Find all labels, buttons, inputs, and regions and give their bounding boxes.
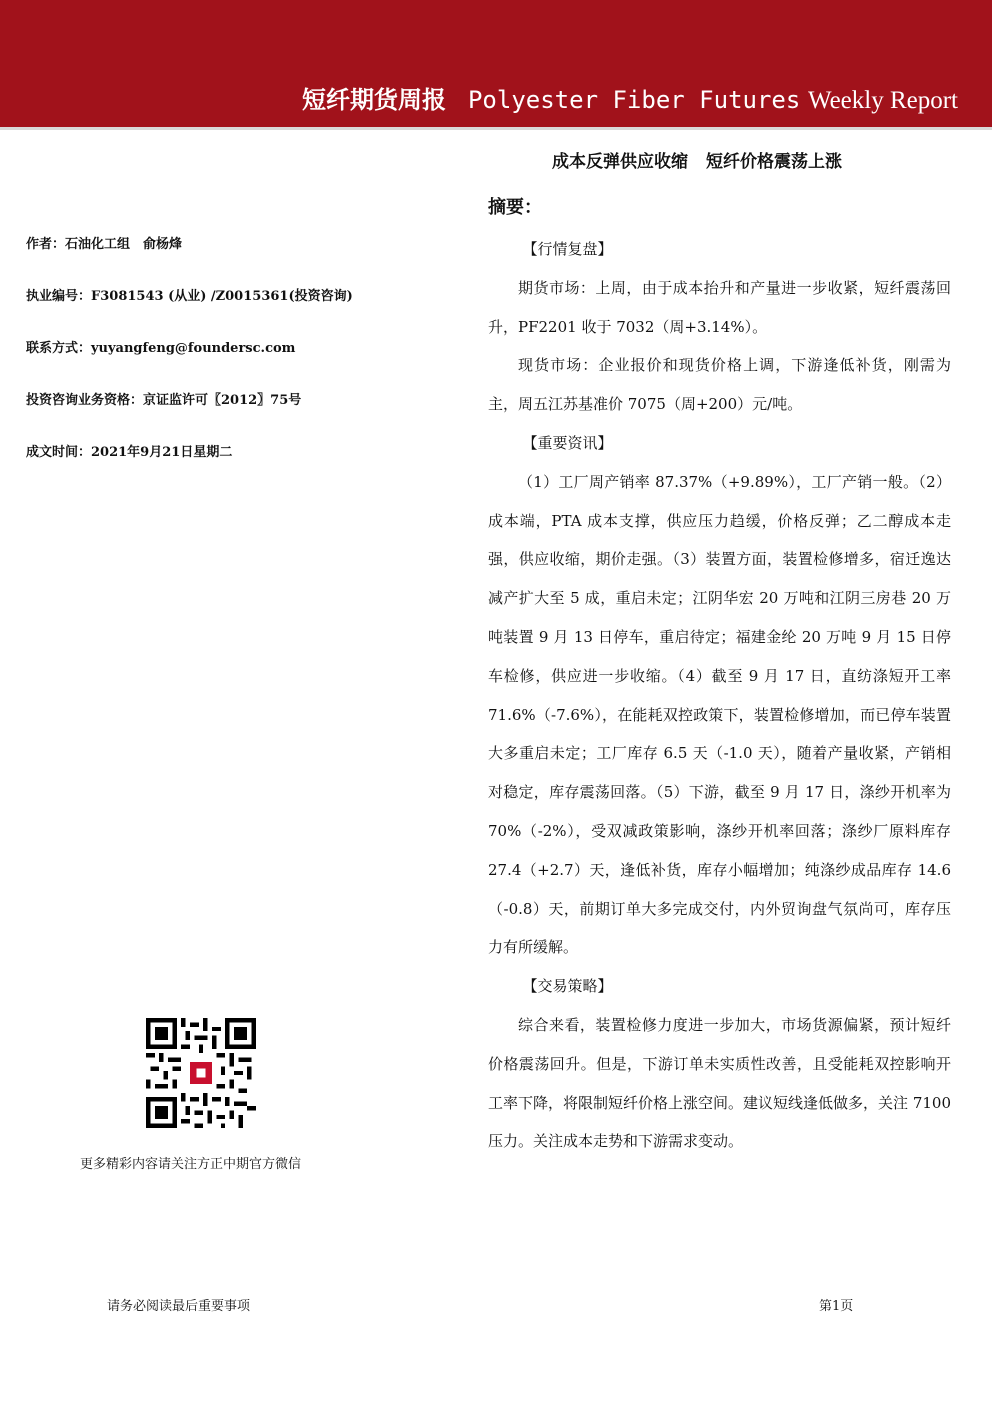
futures-market-paragraph: 期货市场：上周，由于成本抬升和产量进一步收紧，短纤震荡回升，PF2201 收于 7032（周+3.14%）。: [488, 278, 951, 336]
section-title-key-news: 【重要资讯】: [522, 433, 613, 452]
summary-body: [488, 230, 951, 1161]
headline-part2: 短纤价格震荡上涨: [706, 152, 842, 172]
author-line: 作者：石油化工组 俞杨烽: [26, 237, 183, 252]
qr-code-icon: [146, 1018, 256, 1128]
report-title-en: Polyester Fiber Futures: [467, 86, 801, 114]
section-title-strategy: 【交易策略】: [522, 977, 613, 996]
header-divider: [0, 127, 992, 130]
headline-part1: 成本反弹供应收缩: [552, 152, 688, 172]
date-line: 成文时间：2021年9月21日星期二: [26, 445, 233, 460]
page-number: 第1页: [819, 1299, 854, 1314]
strategy-paragraph: 综合来看，装置检修力度进一步加大，市场货源偏紧，预计短纤价格震荡回升。但是，下游订单未实质性改善，且受能耗双控影响开工率下降，将限制短纤价格上涨空间。建议短线逢低做多，关注 7100 压力。关注成本走势和下游需求变动。: [488, 1015, 951, 1151]
license-line: 执业编号：F3081543 (从业) /Z0015361(投资咨询): [26, 289, 353, 304]
section-title-market-review: 【行情复盘】: [522, 240, 613, 258]
header-banner: [0, 0, 992, 127]
qr-caption: 更多精彩内容请关注方正中期官方微信: [80, 1157, 302, 1172]
footer-notice: 请务必阅读最后重要事项: [107, 1299, 251, 1314]
spot-market-paragraph: 现货市场：企业报价和现货价格上调，下游逢低补货，刚需为主，周五江苏基准价 7075（周+200）元/吨。: [488, 356, 951, 414]
report-title-en2: Weekly Report: [807, 87, 958, 114]
key-news-paragraph: （1）工厂周产销率 87.37%（+9.89%），工厂产销一般。（2）成本端，PTA 成本支撑，供应压力趋缓，价格反弹；乙二醇成本走强，供应收缩，期价走强。（3）装置方面，装置检修增多，宿迁逸达减产扩大至 5 成，重启未定；江阴华宏 20 万吨和江阴三房巷 20 万吨装置 9 月 13 日停车，重启待定；福建金纶 20 万吨 9 月 15 日停车检修，供应进一步收缩。（4）截至 9 月 17 日，直纺涤短开工率 71.6%（-7.6%），在能耗双控政策下，装置检修增加，而已停车装置大多重启未定；工厂库存 6.5 天（-1.0 天），随着产量收紧，产销相对稳定，库存震荡回落。（5）下游，截至 9 月 17 日，涤纱开机率为 70%（-2%），受双减政策影响，涤纱开机率回落；涤纱厂原料库存 27.4（+2.7）天，逢低补货，库存小幅增加；纯涤纱成品库存 14.6（-0.8）天，前期订单大多完成交付，内外贸询盘气氛尚可，库存压力有所缓解。: [488, 472, 951, 957]
qualification-line: 投资咨询业务资格：京证监许可〖2012〗75号: [26, 393, 302, 408]
page-headline: [552, 147, 842, 172]
report-title: [302, 80, 958, 115]
contact-line: 联系方式：yuyangfeng@foundersc.com: [26, 341, 296, 356]
report-title-cn: 短纤期货周报: [301, 86, 446, 114]
summary-label: 摘要：: [488, 197, 542, 218]
